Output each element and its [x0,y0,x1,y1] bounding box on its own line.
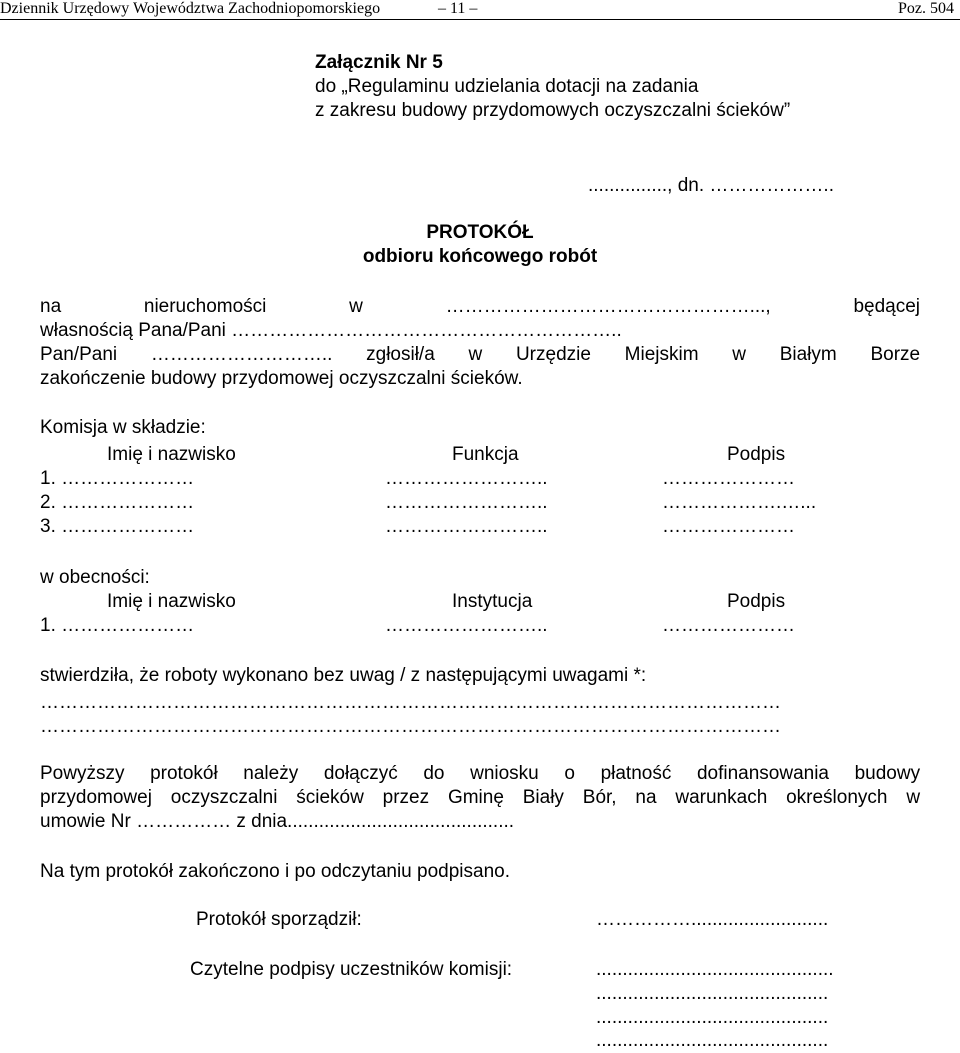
intro-line-2: własnością Pana/Pani …………………………………………………….. [40,320,622,341]
position-number: Poz. 504 [898,0,954,17]
note-line-1: Powyższy protokół należy dołączyć do wniosku o płatność dofinansowania budowy [40,763,921,784]
prepared-by-signature-line: …………….......................... [596,909,829,930]
presence-heading: w obecności: [40,567,150,588]
presence-row-1-name: 1. ………………… [40,615,195,636]
commission-row-3-signature: ………………… [662,516,795,537]
commission-col-function: Funkcja [452,444,519,465]
member-signature-line-1: ............................................. [596,959,834,980]
member-signature-line-2: ............................................ [596,983,829,1004]
commission-row-2-function: …………………….. [385,492,548,513]
header-rule [0,19,960,20]
intro-line-4: zakończenie budowy przydomowej oczyszczalni ścieków. [40,368,523,389]
attachment-line-2: z zakresu budowy przydomowych oczyszczalni ścieków” [315,100,791,121]
member-signature-line-4: ............................................ [596,1030,829,1051]
commission-row-1-function: …………………….. [385,468,548,489]
commission-row-1-name: 1. ………………… [40,468,195,489]
date-line: ..............., dn. ……………….. [588,175,834,196]
note-line-3: umowie Nr …………… z dnia........................................... [40,811,515,832]
members-label: Czytelne podpisy uczestników komisji: [190,959,513,980]
presence-row-1-institution: …………………….. [385,615,548,636]
presence-row-1-signature: ………………… [662,615,795,636]
journal-title: Dziennik Urzędowy Województwa Zachodniopomorskiego [0,0,381,17]
commission-heading: Komisja w składzie: [40,417,206,438]
closing-sentence: Na tym protokół zakończono i po odczytaniu podpisano. [40,861,510,882]
remarks-dots-1: ……………………………………………………………………………………………………… [40,692,781,713]
prepared-by-label: Protokół sporządził: [196,909,362,930]
intro-line-3: Pan/Pani ……………………….. zgłosił/a w Urzędzie Miejskim w Białym Borze [40,344,921,365]
commission-row-2-name: 2. ………………… [40,492,195,513]
protocol-title: PROTOKÓŁ [426,222,534,243]
note-line-2: przydomowej oczyszczalni ścieków przez Gminę Biały Bór, na warunkach określonych w [40,787,921,808]
commission-col-signature: Podpis [727,444,786,465]
presence-col-signature: Podpis [727,591,786,612]
member-signature-line-3: ............................................ [596,1007,829,1028]
presence-col-institution: Instytucja [452,591,533,612]
remarks-text: stwierdziła, że roboty wykonano bez uwag / z następującymi uwagami *: [40,665,647,686]
intro-line-1: na nieruchomości w …………………………………………..., będącej [40,296,920,317]
commission-col-name: Imię i nazwisko [107,444,236,465]
attachment-title: Załącznik Nr 5 [315,52,443,73]
remarks-dots-2: ……………………………………………………………………………………………………… [40,716,781,737]
attachment-line-1: do „Regulaminu udzielania dotacji na zadania [315,76,699,97]
commission-row-3-function: …………………….. [385,516,548,537]
protocol-subtitle: odbioru końcowego robót [362,246,598,267]
commission-row-2-signature: ……………….…... [662,492,817,513]
page-number: – 11 – [438,0,478,17]
presence-col-name: Imię i nazwisko [107,591,236,612]
commission-row-3-name: 3. ………………… [40,516,195,537]
commission-row-1-signature: ………………… [662,468,795,489]
